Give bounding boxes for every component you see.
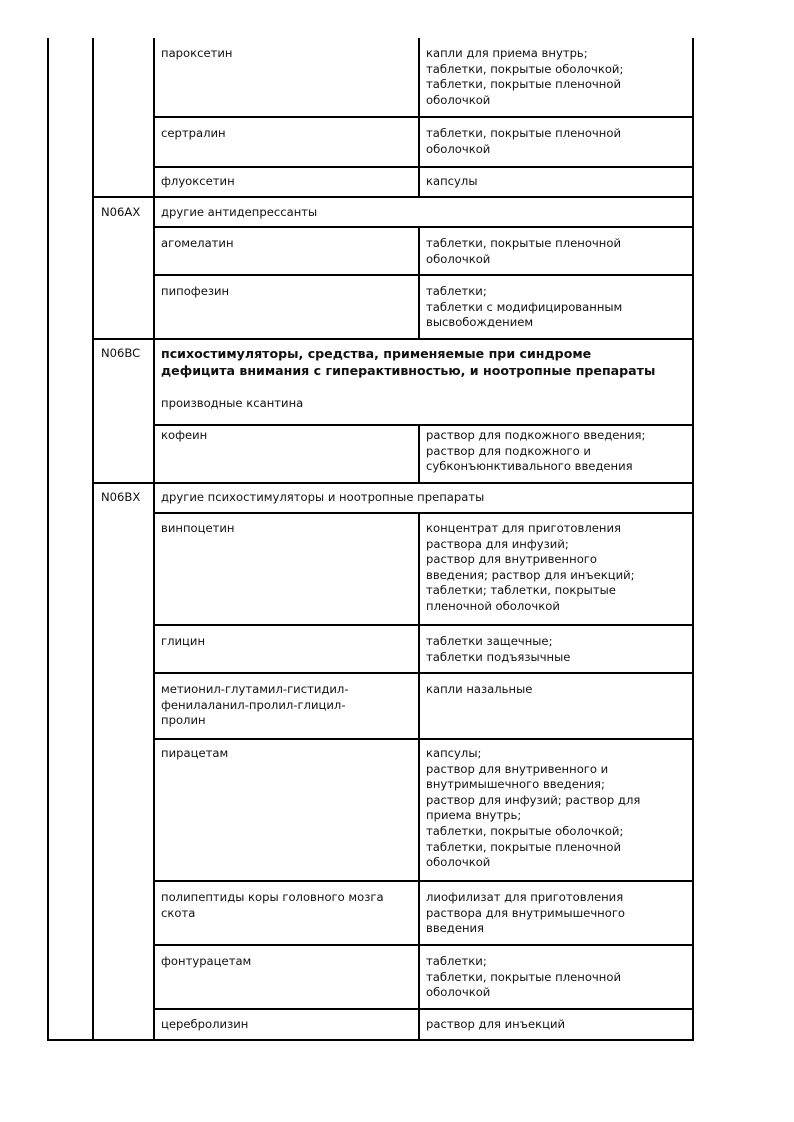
group-title: другие психостимуляторы и ноотропные препараты <box>161 490 485 504</box>
dosage-forms: капли назальные <box>426 682 533 696</box>
row-divider <box>153 226 694 228</box>
drug-name: сертралин <box>161 126 226 140</box>
row-divider <box>153 166 694 168</box>
atc-code: N06BX <box>101 490 141 504</box>
drug-name: флуоксетин <box>161 174 235 188</box>
dosage-forms: раствор для подкожного введения; раствор для подкожного и субконъюнктивального введения <box>426 428 646 474</box>
column-divider-forms <box>418 512 420 1041</box>
drug-name: кофеин <box>161 428 208 442</box>
group-title: психостимуляторы, средства, применяемые при синдроме дефицита внимания с гиперактивностью, и ноотропные препараты <box>161 346 656 378</box>
drug-name: агомелатин <box>161 236 234 250</box>
dosage-forms: таблетки, покрытые пленочной оболочкой <box>426 236 621 266</box>
row-divider <box>92 338 694 340</box>
drug-name: пароксетин <box>161 46 233 60</box>
row-divider <box>153 672 694 674</box>
row-divider <box>92 482 694 484</box>
dosage-forms: концентрат для приготовления раствора для инфузий; раствор для внутривенного введения; раствор для инъекций; таблетки; таблетки, покрытые пленочной оболочкой <box>426 521 635 613</box>
column-divider-forms <box>418 424 420 482</box>
dosage-forms: лиофилизат для приготовления раствора для внутримышечного введения <box>426 890 626 936</box>
group-title: другие антидепрессанты <box>161 205 318 219</box>
row-divider <box>153 880 694 882</box>
dosage-forms: капли для приема внутрь; таблетки, покрытые оболочкой; таблетки, покрытые пленочной оболочкой <box>426 46 624 107</box>
row-divider <box>153 512 694 514</box>
subgroup-title: производные ксантина <box>161 396 304 410</box>
row-divider <box>92 196 694 198</box>
drug-name: пирацетам <box>161 746 229 760</box>
row-divider <box>153 274 694 276</box>
dosage-forms: капсулы; раствор для внутривенного и внутримышечного введения; раствор для инфузий; раствор для приема внутрь; таблетки, покрытые оболочкой; таблетки, покрытые пленочной оболочкой <box>426 746 641 870</box>
drug-name: винпоцетин <box>161 521 235 535</box>
drug-name: пипофезин <box>161 284 230 298</box>
drug-name: церебролизин <box>161 1017 249 1031</box>
row-divider <box>153 944 694 946</box>
atc-code: N06AX <box>101 205 141 219</box>
dosage-forms: таблетки защечные; таблетки подъязычные <box>426 634 571 664</box>
row-divider <box>153 424 694 426</box>
table-border-bottom <box>47 1039 694 1041</box>
drug-name: фонтурацетам <box>161 954 252 968</box>
column-divider-forms <box>418 226 420 338</box>
row-divider <box>153 116 694 118</box>
row-divider <box>153 624 694 626</box>
table-border-right <box>692 38 694 1041</box>
row-divider <box>153 1008 694 1010</box>
dosage-forms: таблетки; таблетки, покрытые пленочной оболочкой <box>426 954 621 1000</box>
column-divider-code <box>92 38 94 1041</box>
dosage-forms: таблетки; таблетки с модифицированным высвобождением <box>426 284 623 330</box>
drug-name: метионил-глутамил-гистидил- фенилаланил-пролил-глицил- пролин <box>161 682 349 728</box>
dosage-forms: капсулы <box>426 174 478 188</box>
dosage-forms: раствор для инъекций <box>426 1017 566 1031</box>
drug-name: глицин <box>161 634 206 648</box>
dosage-forms: таблетки, покрытые пленочной оболочкой <box>426 126 621 156</box>
atc-code: N06BC <box>101 346 141 360</box>
table-border-left <box>47 38 49 1041</box>
row-divider <box>153 738 694 740</box>
column-divider-name <box>153 38 155 1041</box>
drug-name: полипептиды коры головного мозга скота <box>161 890 384 920</box>
